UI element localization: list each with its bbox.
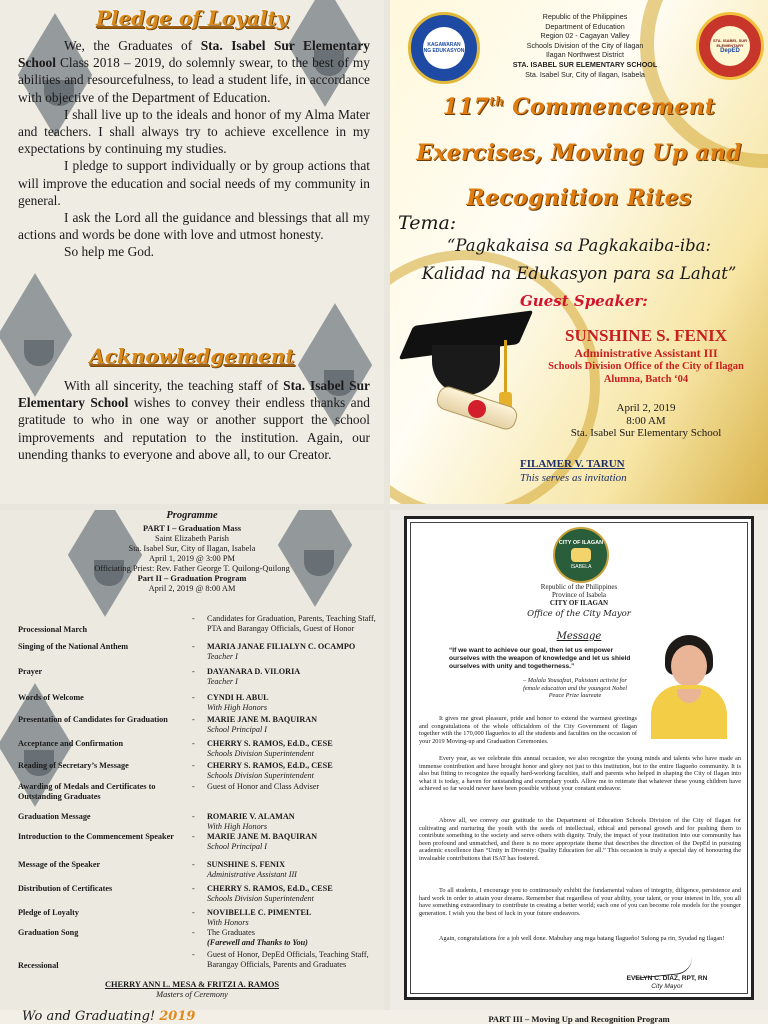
programme-dash: - [192,715,195,724]
acknowledgement-paragraph: With all sincerity, the teaching staff of Sta. Isabel Sur Elementary School wishes to convey their endless thanks and gratitude to who in one way or another support the school improvements and reputation to the institution. Again, our unending thanks to everyone and above all, to our Creator. [18,378,370,462]
header-line: Schools Division of the City of Ilagan [526,40,644,50]
event-details [526,402,766,440]
mayor-portrait [647,631,731,739]
person-name: CHERRY S. RAMOS, Ed.D., CESE [207,761,333,770]
programme-dash: - [192,908,195,917]
programme-dash: - [192,950,195,959]
programme-person [207,761,377,780]
programme-part-label: Distribution of Certificates [18,884,113,893]
person-name: CHERRY S. RAMOS, Ed.D., CESE [207,739,333,748]
programme-part-label: Introduction to the Commencement Speaker [18,832,174,841]
pledge-title: Pledge of Loyalty [95,6,289,30]
message-frame [404,516,754,1000]
programme-dash: - [192,642,195,651]
header-line: Republic of the Philippines [542,12,628,21]
speaker-title: Administrative Assistant III [574,346,718,360]
deped-seal-text: KAGAWARAN NG EDUKASYON [423,27,465,69]
speaker-alumna: Alumna, Batch ‘04 [603,374,689,385]
theme-label: Tema: [398,212,457,234]
person-role: Schools Division Superintendent [207,893,314,903]
message-para1: It gives me great pleasure, pride and honor to extend the warmest greetings and congratulations of the whole officialdom of the City Government of Ilagan together with the 170,000 Ilagueños to all the students and faculties on the occasion of your 2019 Moving-up and Graduation Ceremonies. [419,715,637,745]
guest-speaker-label: Guest Speaker: [520,292,648,310]
programme-dash: - [192,782,195,791]
message-para2: Every year, as we celebrate this annual occasion, we also recognize the young minds and talents who have made an immense contribution and have brought honor and glory not just to this institution, but to the entire Ilagueño community. It is also but fitting to recognize the equally hard-working faculties, staff and parents who helped in shaping the City of Ilagan into what it is today, a haven for outstanding and exemplary youth. Allow me to reiterate that whatever these young children have achieved so far would never have been possible without your constant endeavor. [419,755,741,793]
person-name: NOVIBELLE C. PIMENTEL [207,908,312,917]
masters-of-ceremony [0,980,384,1000]
city-seal-emblem [571,548,591,562]
message-panel [390,510,768,1010]
programme-person [207,928,377,947]
person-role: With Honors [207,917,249,927]
mayor-name: EVELYN C. DIAZ, RPT, RN [626,975,708,982]
city-header [407,583,751,618]
programme-dash: - [192,928,195,937]
pledge-paragraph: I pledge to support individually or by group actions that will improve the education and social needs of my community in general. [18,158,370,208]
programme-person [207,667,377,686]
programme-part-label: Prayer [18,667,43,676]
event-date: April 2, 2019 [616,402,676,414]
programme-person [207,950,377,969]
programme-dash: - [192,761,195,770]
person-role: Schools Division Superintendent [207,770,314,780]
person-role: With High Honors [207,702,268,712]
programme-person [207,642,377,661]
programme-participants: Guest of Honor and Class Adviser [207,782,320,791]
school-seal-inner [710,26,750,66]
invite-note: This serves as invitation [520,472,627,484]
mayor-signature-icon [632,956,693,979]
programme-part-label: Reading of Secretary’s Message [18,761,129,770]
theme-line2: Kalidad na Edukasyon para sa Lahat” [421,264,737,283]
programme-dash: - [192,812,195,821]
message-para3: Above all, we convey our gratitude to the Department of Education Schools Division of the City of Ilagan for cultivating and nurturing the youth with the seeds of intellectual, ethical and personal growth and for pushing them to contribute something to the society and serve others with dignity. Truly, the impact of your institution into our community has been profound and unmatched, and there is no more appropriate theme that describes the direction of the DepEd in pursuing academic excellence than “Unity in Diversity: Quality Education for all.” This occasion is truly a special day of honouring the invaluable contributions that ISAT has fostered. [419,817,741,862]
header-line: Province of Isabela [551,591,607,600]
header-line: Region 02 - Cagayan Valley [540,31,630,41]
acknowledgement-title: Acknowledgement [89,344,295,368]
programme-person [207,614,377,633]
programme-person [207,884,377,903]
person-name: SUNSHINE S. FENIX [207,860,286,869]
programme-title: Programme [166,510,218,521]
programme-person [207,908,377,927]
school-seal-label: DepED [720,48,740,54]
message-para5: Again, congratulations for a job well done. Mabuhay ang mga batang Ilagueño! Sulong pa rin, Syudad ng Ilagan! [439,935,725,942]
programme-part-label: Graduation Message [18,812,91,821]
event-time: 8:00 AM [626,414,666,427]
header-line: Sta. Isabel Sur, City of Ilagan, Isabela [525,69,645,79]
bottom-left-text [22,1010,195,1024]
programme-dash: - [192,693,195,702]
city-seal-text: CITY OF ILAGAN [558,540,604,546]
programme-person [207,782,377,792]
malala-quote: “If we want to achieve our goal, then let us empower ourselves with the weapon of knowledge and let us shield ourselves with unity and togetherness.” [449,647,631,670]
message-heading: Message [556,631,602,642]
programme-part-label: Singing of the National Anthem [18,642,129,651]
theme-line1: “Pagkakaisa sa Pagkakaiba-iba: [446,236,712,255]
acknowledgement-text [18,377,370,463]
programme-dash: - [192,614,195,623]
programme-part-label: Words of Welcome [18,693,84,702]
programme-dash: - [192,884,195,893]
invitation-panel [390,0,768,504]
speaker-name: SUNSHINE S. FENIX [564,326,727,345]
header-line: Department of Education [545,21,625,31]
parish-place: Sta. Isabel Sur, City of Ilagan, Isabela [128,544,256,553]
programme-person [207,693,377,712]
pledge-text [18,37,370,261]
speaker-block [526,326,766,386]
programme-panel [0,510,384,1010]
person-name: MARIE JANE M. BAQUIRAN [207,715,318,724]
event-title-line3: Recognition Rites [466,185,692,211]
bottom-year: 2019 [159,1009,196,1024]
person-role: Administrative Assistant III [207,869,297,879]
person-name: MARIE JANE M. BAQUIRAN [207,832,318,841]
programme-participants: Candidates for Graduation, Parents, Teaching Staff, PTA and Barangay Officials, Guest of Honor [207,614,376,633]
programme-song-title: (Farewell and Thanks to You) [207,937,308,947]
programme-participants: The Graduates [207,928,255,937]
speaker-office: Schools Division Office of the City of Ilagan [548,361,744,372]
part1-label: PART I – Graduation Mass [142,524,242,533]
school-seal-icon [696,12,764,80]
mc-label: Masters of Ceremony [156,990,228,999]
person-role: School Principal I [207,724,268,734]
programme-dash: - [192,832,195,841]
person-role: With High Honors [207,821,268,831]
mayor-title: City Mayor [651,983,683,990]
person-name: ROMARIE V. ALAMAN [207,812,295,821]
message-para4: To all students, I encourage you to continuously exhibit the fundamental values of integrity, diligence, persistence and hard work in order to attain your dreams. Remember that regardless of your ability, your talent, or your interest in life, you all have something extraordinary to contribute in creating a better world; each one of you can become role models for the younger generation. I wish you the best of luck in your future endeavors. [419,887,741,917]
event-title-line1: 117th Commencement [442,94,716,120]
programme-person [207,739,377,758]
programme-part-label: Presentation of Candidates for Graduation [18,715,168,724]
person-role: Teacher I [207,676,238,686]
part2-label: Part II – Graduation Program [137,574,247,583]
programme-header [0,524,384,594]
header-line: STA. ISABEL SUR ELEMENTARY SCHOOL [512,59,658,69]
school-header [480,12,690,79]
pledge-paragraph: So help me God. [64,244,155,260]
office-label: Office of the City Mayor [527,608,631,619]
event-title-line2: Exercises, Moving Up and [416,140,742,166]
person-name: MARIA JANAE FILIALYN C. OCAMPO [207,642,356,651]
city-seal-icon [553,527,609,583]
programme-dash: - [192,860,195,869]
bottom-strip [0,1010,768,1024]
pledge-panel [0,0,384,504]
programme-part-label: Pledge of Loyalty [18,908,79,917]
programme-person [207,832,377,851]
programme-dash: - [192,739,195,748]
event-venue: Sta. Isabel Sur Elementary School [570,427,722,439]
programme-person [207,715,377,734]
programme-part-label: Acceptance and Confirmation [18,739,124,748]
programme-part-label: Message of the Speaker [18,860,101,869]
person-role: School Principal I [207,841,268,851]
programme-person [207,812,377,831]
part3-label: PART III – Moving Up and Recognition Program [488,1014,670,1024]
person-name: CYNDI H. ABUL [207,693,269,702]
mayor-signer [597,975,737,991]
header-line: Ilagan Northwest District [546,50,624,60]
programme-participants: Guest of Honor, DepEd Officials, Teaching Staff, Barangay Officials, Parents and Graduates [207,950,369,969]
city-seal-sub: ISABELA [570,564,592,570]
priest: Officiating Priest: Rev. Father George T. Quilong-Quilong [94,564,290,573]
person-role: Schools Division Superintendent [207,748,314,758]
header-line: Republic of the Philippines [540,583,618,591]
programme-person [207,860,377,879]
programme-part-label: Graduation Song [18,928,79,937]
pledge-paragraph: We, the Graduates of Sta. Isabel Sur Elementary School Class 2018 – 2019, do solemnly swear, to the best of my abilities and resourcefulness, to lead a student life, in accordance with objective of the Department of Education. [18,38,370,105]
school-seal-text: STA. ISABEL SUR ELEMENTARY [712,38,748,48]
mass-date: April 1, 2019 @ 3:00 PM [149,554,235,563]
person-role: Teacher I [207,651,238,661]
header-line: CITY OF ILAGAN [549,599,609,608]
pledge-paragraph: I ask the Lord all the guidance and blessings that all my actions and words be done with love and utmost honesty. [18,210,370,243]
programme-part-label: Recessional [18,961,59,970]
person-name: DAYANARA D. VILORIA [207,667,301,676]
quote-attribution: – Malala Yousafzai, Pakistani activist for female education and the youngest Nobel Peace Prize laureate [522,677,628,700]
program-date: April 2, 2019 @ 8:00 AM [148,584,236,593]
invite-signer: FILAMER V. TARUN [520,458,625,470]
person-name: CHERRY S. RAMOS, Ed.D., CESE [207,884,333,893]
deped-seal-icon [408,12,480,84]
parish: Saint Elizabeth Parish [155,534,229,543]
programme-dash: - [192,667,195,676]
programme-part-label: Processional March [18,625,88,634]
pledge-paragraph: I shall live up to the ideals and honor of my Alma Mater and teachers. I shall always try to achieve excellence in my expectations by continuing my studies. [18,106,370,157]
bottom-phrase: Wo and Graduating! [22,1009,156,1024]
programme-part-label: Awarding of Medals and Certificates to Outstanding Graduates [18,782,156,801]
mc-names: CHERRY ANN L. MESA & FRITZI A. RAMOS [104,980,280,989]
